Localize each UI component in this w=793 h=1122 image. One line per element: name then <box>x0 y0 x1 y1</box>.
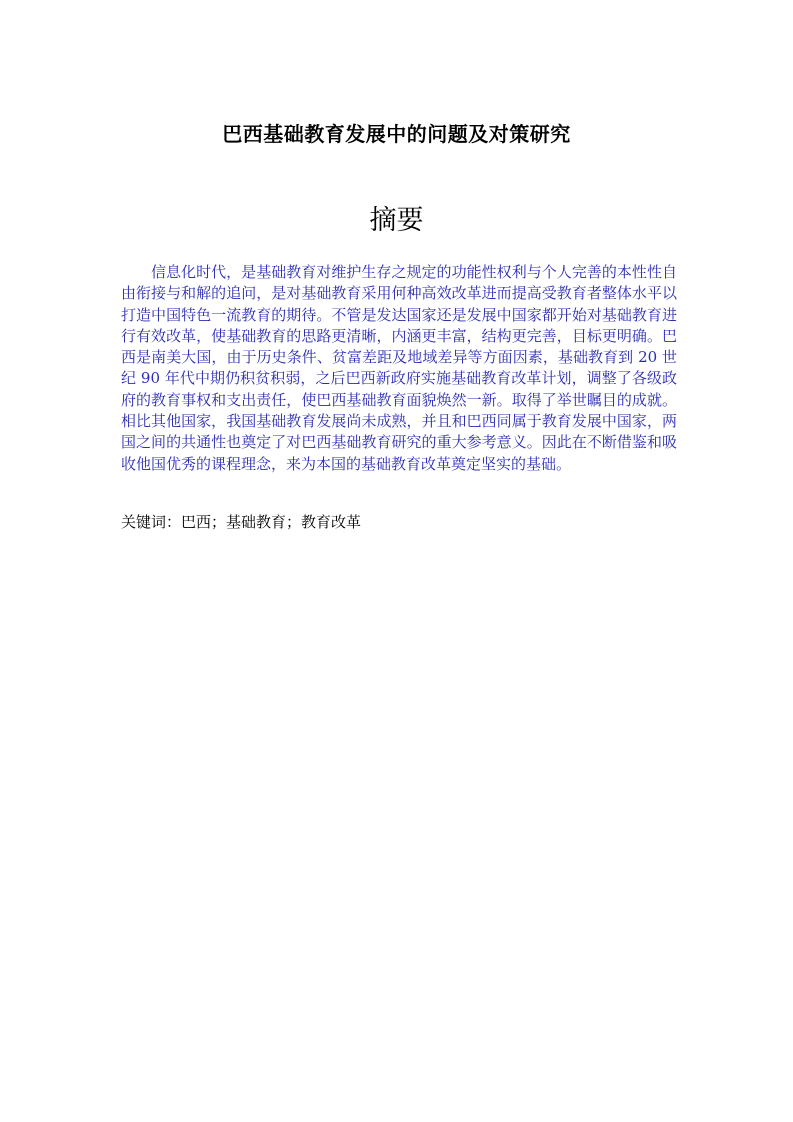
abstract-heading: 摘要 <box>369 205 424 236</box>
document-title: 巴西基础教育发展中的问题及对策研究 <box>222 122 571 146</box>
abstract-paragraph: 信息化时代，是基础教育对维护生存之规定的功能性权利与个人完善的本性性自由衔接与和解的追问，是对基础教育采用何种高效改革进而提高受教育者整体水平以打造中国特色一流教育的期待。不管是发达国家还是发展中国家都开始对基础教育进行有效改革，使基础教育的思路更清晰，内涵更丰富，结构更完善，目标更明确。巴西是南美大国，由于历史条件、贫富差距及地域差异等方面因素，基础教育到 20 世纪 90 年代中期仍积贫积弱，之后巴西新政府实施基础教育改革计划，调整了各级政府的教育事权和支出责任，使巴西基础教育面貌焕然一新。取得了举世瞩目的成就。相比其他国家，我国基础教育发展尚未成熟，并且和巴西同属于教育发展中国家，两国之间的共通性也奠定了对巴西基础教育研究的重大参考意义。因此在不断借鉴和吸收他国优秀的课程理念，来为本国的基础教育改革奠定坚实的基础。 <box>121 263 677 473</box>
keywords-line: 关键词：巴西；基础教育；教育改革 <box>121 513 362 531</box>
